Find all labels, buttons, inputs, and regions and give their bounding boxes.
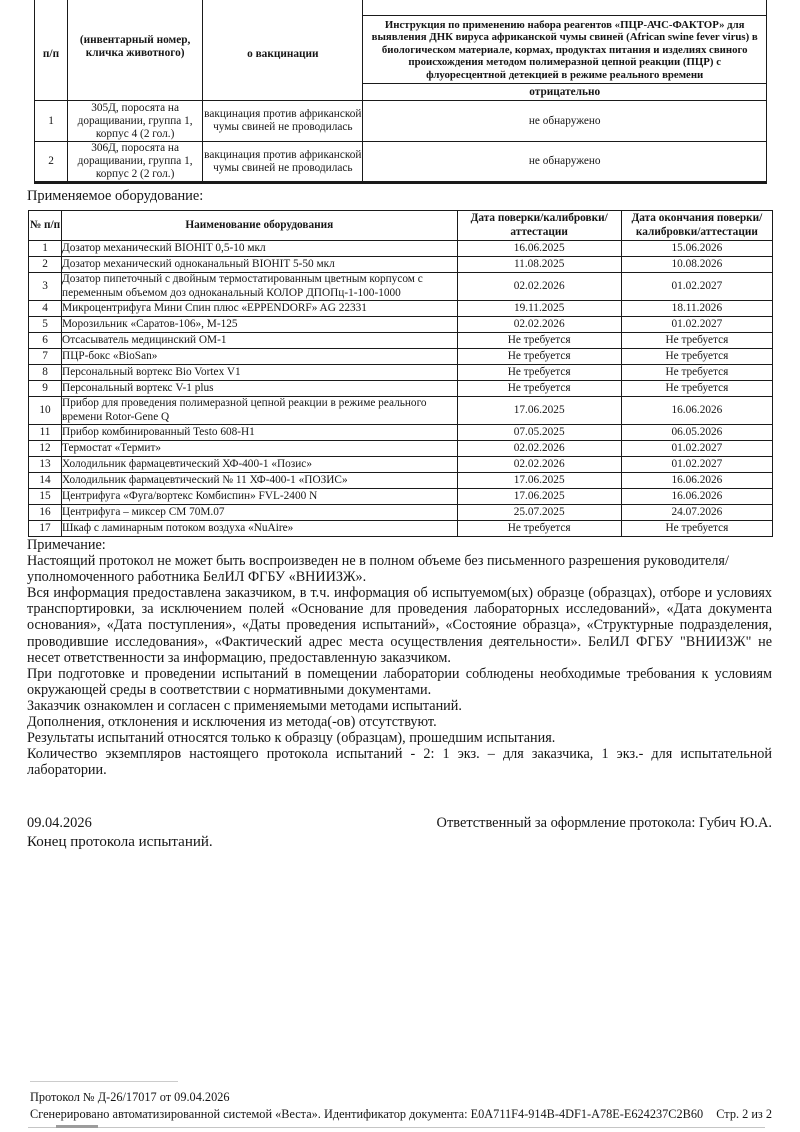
equipment-row-date-end: 01.02.2027 [621,273,772,301]
equipment-row-date-cal: 11.08.2025 [457,257,621,273]
equipment-header-name: Наименование оборудования [62,211,458,241]
equipment-row-num: 11 [29,425,62,441]
sample-row-num: 1 [35,101,68,142]
results-header-vaccination: о вакцинации [247,48,319,60]
equipment-row-date-end: Не требуется [621,381,772,397]
sample-row [35,101,767,142]
equipment-row-name: Прибор для проведения полимеразной цепной реакции в режиме реального времени Rotor-Gene Q [62,397,458,425]
equipment-row-num: 12 [29,441,62,457]
equipment-row [29,349,773,365]
equipment-row-name: Микроцентрифуга Мини Спин плюс «EPPENDORF» AG 22331 [62,301,458,317]
sample-row-num: 2 [35,142,68,183]
footer-page-indicator: Стр. 2 из 2 [716,1107,772,1121]
responsible-person: Ответственный за оформление протокола: Губич Ю.А. [436,815,772,831]
equipment-row-name: Персональный вортекс V-1 plus [62,381,458,397]
results-header-method-cell [363,0,767,84]
notes-paragraph: Результаты испытаний относятся только к образцу (образцам), прошедшим испытания. [27,730,556,747]
notes-paragraph: При подготовке и проведении испытаний в помещении лаборатории соблюдены необходимые требования к условиям окружающей среды в соответствии с нормативными документами. [27,665,772,698]
scan-artifact-line [30,1081,178,1082]
equipment-row-date-cal: 02.02.2026 [457,273,621,301]
equipment-row [29,441,773,457]
equipment-row-name: Морозильник «Саратов-106», М-125 [62,317,458,333]
equipment-row-date-cal: 02.02.2026 [457,457,621,473]
results-header-num-cell [35,0,68,101]
equipment-row-date-end: Не требуется [621,521,772,537]
equipment-row-date-end: 15.06.2026 [621,241,772,257]
equipment-row-date-end: Не требуется [621,349,772,365]
equipment-row [29,505,773,521]
equipment-row [29,301,773,317]
equipment-row-date-cal: Не требуется [457,381,621,397]
equipment-row-date-end: 06.05.2026 [621,425,772,441]
equipment-row-num: 7 [29,349,62,365]
results-header-animal: кличка животного) [85,47,185,59]
sample-row-vaccination: вакцинация против африканской чумы свиней не проводилась [203,142,363,183]
equipment-row-date-end: 01.02.2027 [621,441,772,457]
equipment-row-date-cal: 02.02.2026 [457,441,621,457]
equipment-row-num: 17 [29,521,62,537]
notes-paragraph: Заказчик ознакомлен и согласен с применяемыми методами испытаний. [27,697,462,714]
equipment-row-name: ПЦР-бокс «BioSan» [62,349,458,365]
equipment-row-num: 1 [29,241,62,257]
equipment-row-date-end: 16.06.2026 [621,397,772,425]
equipment-row-name: Холодильник фармацевтический ХФ-400-1 «Позис» [62,457,458,473]
sample-row-animal: 306Д, поросята на доращивании, группа 1, корпус 2 (2 гол.) [68,142,203,183]
footer-generated-by: Сгенерировано автоматизированной системой «Веста». Идентификатор документа: E0A711F4-914B-4DF1-A78E-E624237C2B60 [30,1107,704,1121]
equipment-row [29,317,773,333]
notes-paragraph: Количество экземпляров настоящего протокола испытаний - 2: 1 экз. – для заказчика, 1 экз.- для испытательной лаборатории. [27,746,772,779]
equipment-row-date-cal: 07.05.2025 [457,425,621,441]
equipment-row [29,333,773,349]
equipment-row-date-cal: 02.02.2026 [457,317,621,333]
equipment-row [29,273,773,301]
equipment-row [29,473,773,489]
equipment-row-num: 10 [29,397,62,425]
equipment-row-name: Прибор комбинированный Testo 608-H1 [62,425,458,441]
equipment-row [29,521,773,537]
equipment-row [29,241,773,257]
equipment-row-date-end: 10.08.2026 [621,257,772,273]
equipment-row-name: Центрифуга «Фуга/вортекс Комбиспин» FVL-2400 N [62,489,458,505]
sample-row [35,142,767,183]
equipment-row-date-cal: Не требуется [457,349,621,365]
equipment-row-date-cal: Не требуется [457,365,621,381]
equipment-row-name: Дозатор механический BIOHIT 0,5-10 мкл [62,241,458,257]
notes-paragraph: Дополнения, отклонения и исключения из метода(-ов) отсутствуют. [27,714,437,731]
equipment-header-num: № п/п [29,211,62,241]
equipment-row [29,489,773,505]
method-instruction-text: Инструкция по применению набора реагентов «ПЦР-АЧС-ФАКТОР» для выявления ДНК вируса африканской чумы свиней (African swine fever virus) в биологическом материале, кормах, продуктах питания и изделиях свиного происхождения методом полимеразной цепной реакции (ПЦР) с флуоресцентной детекцией в режиме реального времени [371,18,758,81]
result-qualifier-cell: отрицательно [363,84,767,101]
equipment-row-num: 5 [29,317,62,333]
equipment-row-num: 9 [29,381,62,397]
equipment-row-date-cal: Не требуется [457,521,621,537]
equipment-row-num: 13 [29,457,62,473]
results-header-animal-clipped-line: (инвентарный номер, [79,34,191,46]
equipment-row-name: Шкаф с ламинарным потоком воздуха «NuAire» [62,521,458,537]
equipment-row-name: Дозатор пипеточный с двойным термостатированным цветным корпусом с переменным объемом доз одноканальный КОЛОР ДПОПц-1-100-1000 [62,273,458,301]
results-header-num: п/п [42,48,60,60]
equipment-section-title: Применяемое оборудование: [27,188,204,204]
equipment-row-date-cal: 16.06.2025 [457,241,621,257]
results-header-animal-cell [68,0,203,101]
equipment-header-date-end: Дата окончания поверки/калибровки/аттестации [621,211,772,241]
equipment-row-date-cal: 17.06.2025 [457,397,621,425]
equipment-row-date-end: Не требуется [621,333,772,349]
notes-paragraph: Настоящий протокол не может быть воспроизведен не в полном объеме без письменного разрешения руководителя/уполномоченного работника БелИЛ ФГБУ «ВНИИЗЖ». [27,553,729,586]
end-of-protocol-line: Конец протокола испытаний. [27,834,213,850]
equipment-row-num: 14 [29,473,62,489]
equipment-row [29,257,773,273]
equipment-row [29,365,773,381]
results-header-vaccination-cell [203,0,363,101]
equipment-row-name: Термостат «Термит» [62,441,458,457]
equipment-row-name: Отсасыватель медицинский ОМ-1 [62,333,458,349]
equipment-row-date-end: 18.11.2026 [621,301,772,317]
equipment-row [29,381,773,397]
notes-title: Примечание: [27,537,106,553]
notes-paragraph: Вся информация предоставлена заказчиком, в т.ч. информация об испытуемом(ых) образце (образцах), отборе и условиях транспортировки, за исключением полей «Основание для проведения лабораторных исследований», «Дата документа основания», «Дата поступления», «Даты проведения испытаний», «Состояние образца», «Структурные подразделения, проводившие исследования», «Фактический адрес места осуществления деятельности». БелИЛ ФГБУ "ВНИИЗЖ" не несет ответственности за информацию, предоставленную заказчиком. [27,585,772,666]
equipment-row-num: 16 [29,505,62,521]
equipment-row-date-cal: Не требуется [457,333,621,349]
equipment-row-date-cal: 17.06.2025 [457,473,621,489]
sample-results-table [34,0,770,185]
equipment-row-date-end: 01.02.2027 [621,317,772,333]
protocol-date: 09.04.2026 [27,815,92,831]
sample-row-vaccination: вакцинация против африканской чумы свиней не проводилась [203,101,363,142]
equipment-row-date-cal: 25.07.2025 [457,505,621,521]
equipment-row-date-end: 16.06.2026 [621,473,772,489]
equipment-row-date-end: 16.06.2026 [621,489,772,505]
equipment-row [29,425,773,441]
scan-artifact-mark [56,1125,98,1128]
equipment-row-name: Персональный вортекс Bio Vortex V1 [62,365,458,381]
sample-row-result: не обнаружено [363,101,767,142]
equipment-row-num: 4 [29,301,62,317]
equipment-table [28,210,773,537]
equipment-row-num: 8 [29,365,62,381]
equipment-row-name: Центрифуга – миксер СМ 70М.07 [62,505,458,521]
equipment-row [29,397,773,425]
equipment-row-num: 15 [29,489,62,505]
sample-row-result: не обнаружено [363,142,767,183]
equipment-row [29,457,773,473]
equipment-row-name: Дозатор механический одноканальный BIOHIT 5-50 мкл [62,257,458,273]
sample-row-animal: 305Д, поросята на доращивании, группа 1, корпус 4 (2 гол.) [68,101,203,142]
equipment-row-date-cal: 19.11.2025 [457,301,621,317]
footer-protocol-number: Протокол № Д-26/17017 от 09.04.2026 [30,1090,230,1104]
notes-section [27,537,772,778]
scan-artifact-line [28,1127,765,1128]
equipment-row-name: Холодильник фармацевтический № 11 ХФ-400-1 «ПОЗИС» [62,473,458,489]
equipment-row-num: 3 [29,273,62,301]
equipment-row-date-end: 01.02.2027 [621,457,772,473]
equipment-row-num: 6 [29,333,62,349]
equipment-row-date-end: Не требуется [621,365,772,381]
equipment-row-num: 2 [29,257,62,273]
equipment-row-date-end: 24.07.2026 [621,505,772,521]
equipment-row-date-cal: 17.06.2025 [457,489,621,505]
equipment-header-date-cal: Дата поверки/калибровки/аттестации [457,211,621,241]
